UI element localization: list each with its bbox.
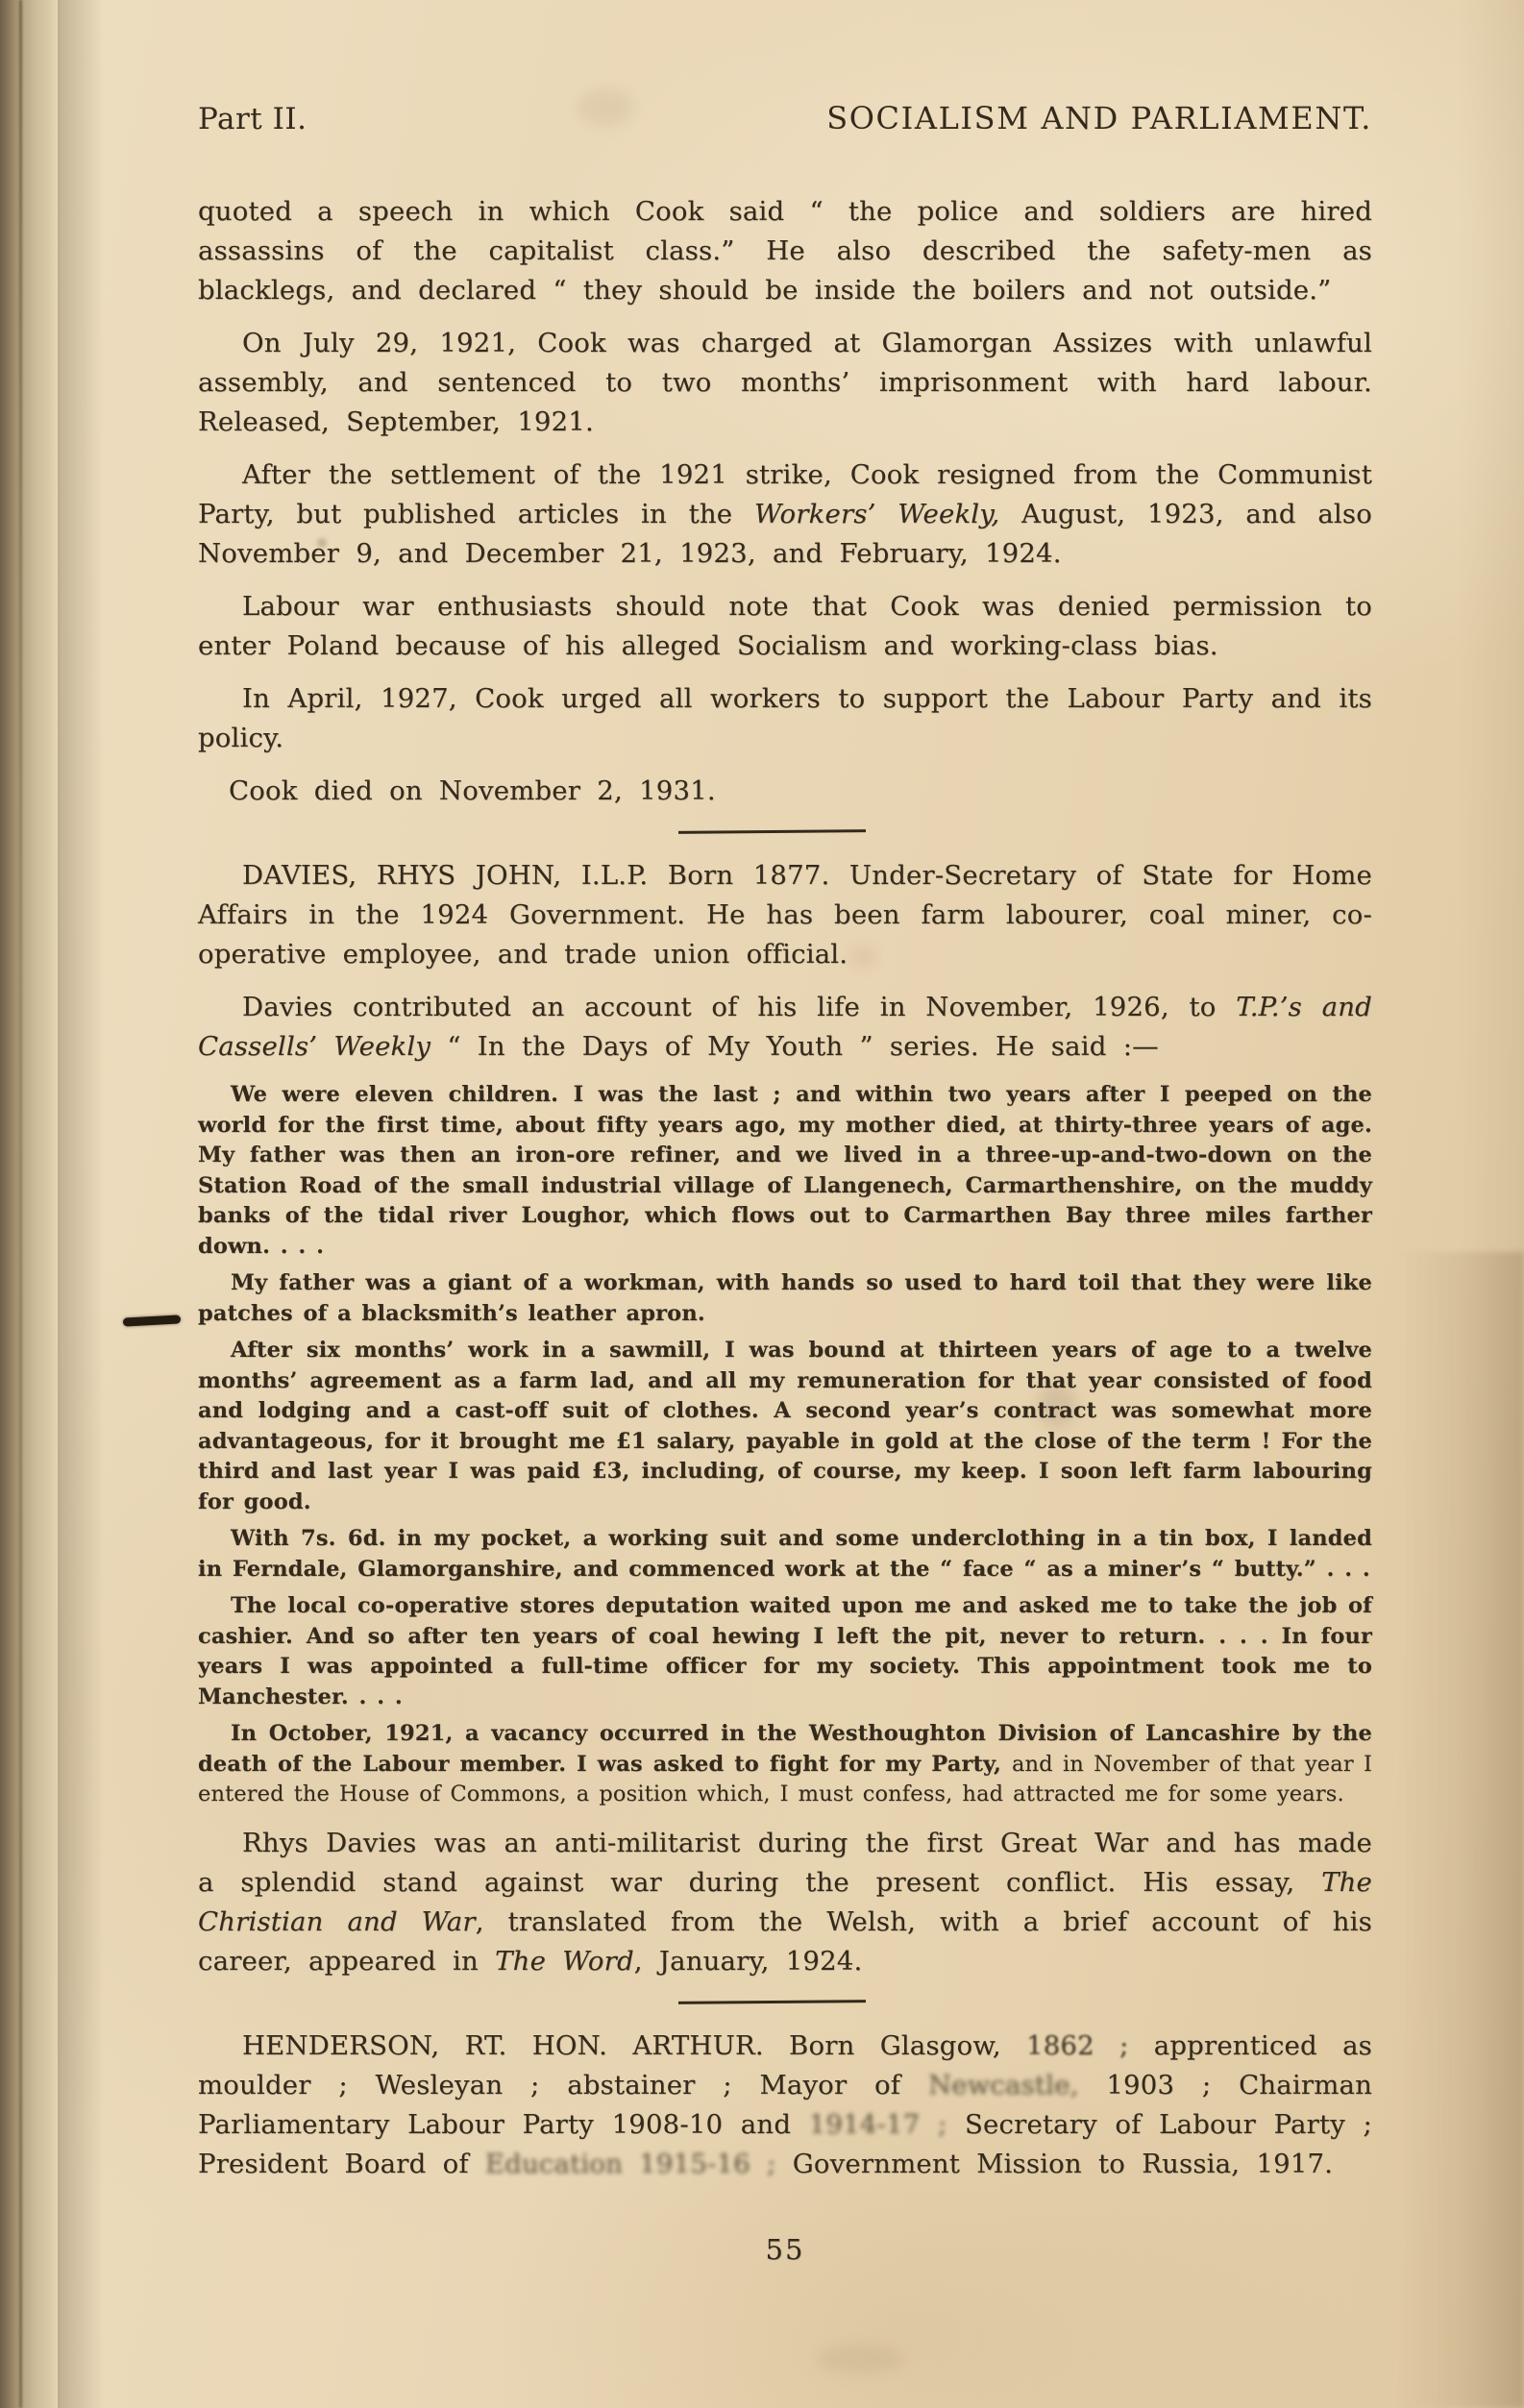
tp-cassells-weekly-title: T.P.’s and Cassells’ Weekly xyxy=(198,992,1372,1062)
paragraph-text: , translated from the Welsh, with a brief account of his career, appeared in xyxy=(198,1905,1372,1977)
paper-stain xyxy=(817,2345,903,2373)
paragraph-text: HENDERSON, RT. HON. ARTHUR. Born Glasgow, xyxy=(242,2029,1027,2061)
part-label: Part II. xyxy=(198,102,307,136)
page-number: 55 xyxy=(765,2233,805,2266)
paragraph-text: , January, 1924. xyxy=(633,1945,863,1977)
excerpt-paragraph-6 xyxy=(198,1719,1372,1810)
memoir-excerpt-block xyxy=(198,1080,1372,1810)
margin-ink-mark xyxy=(123,1315,181,1326)
paragraph-text: After the settlement of the 1921 strike, Cook resigned from the Communist Party, but published articles in the xyxy=(198,459,1372,529)
binding-crease-line xyxy=(19,0,22,2408)
davies-entry-heading: DAVIES, RHYS JOHN, I.L.P. Born 1877. Under-Secretary of State for Home Affairs in the 1924 Government. He has been farm labourer, coal miner, co-operative employee, and trade union official. xyxy=(198,860,1372,970)
running-title: SOCIALISM AND PARLIAMENT. xyxy=(826,100,1372,136)
paragraph-text: Rhys Davies was an anti-militarist during the first Great War and has made a splendid stand against war during the present conflict. His essay, xyxy=(198,1827,1372,1898)
paragraph-text: Secretary of Labour Party ; President Board of xyxy=(198,2108,1373,2179)
paragraph-text: “ In the Days of My Youth ” series. He said :— xyxy=(430,1031,1159,1062)
section-divider xyxy=(677,2000,865,2004)
faded-text: 1914-17 ; xyxy=(808,2108,947,2140)
excerpt-paragraph-2 xyxy=(198,1268,1372,1329)
paragraph-text: apprenticed as moulder ; Wesleyan ; abstainer ; Mayor of xyxy=(198,2029,1372,2101)
faded-text: Education 1915-16 ; xyxy=(484,2148,776,2179)
cook-death-line: Cook died on November 2, 1931. xyxy=(229,775,716,806)
cook-poland-paragraph: Labour war enthusiasts should note that Cook was denied permission to enter Poland because of his alleged Socialism and working-class bias. xyxy=(198,591,1372,661)
faded-text: Newcastle, xyxy=(927,2069,1079,2101)
paragraph-text: My father was a giant of a workman, with hands so used to hard toil that they were like patches of a blacksmith’s leather apron. xyxy=(198,1270,1372,1326)
paragraph-text: August, 1923, and also November 9, and December 21, 1923, and February, 1924. xyxy=(198,499,1372,569)
the-word-title: The Word xyxy=(495,1945,634,1977)
paragraph-text: 1903 ; Chairman Parliamentary Labour Party 1908-10 and xyxy=(198,2069,1372,2140)
davies-intro-paragraph xyxy=(198,988,1372,1067)
excerpt-paragraph-4: With 7s. 6d. in my pocket, a working suit and some underclothing in a tin box, I landed in Ferndale, Glamorganshire, and commenced work at the “ face “ as a miner’s “ butty.” . . . xyxy=(198,1526,1372,1582)
section-divider xyxy=(677,829,865,834)
excerpt-paragraph-1: We were eleven children. I was the last ; and within two years after I peeped on the world for the first time, about fifty years ago, my mother died, at thirty-three years of age. My father was then an iron-ore refiner, and we lived in a three-up-and-two-down on the Station Road of the small industrial village of Llangenech, Carmarthenshire, on the muddy banks of the tidal river Loughor, which flows out to Carmarthen Bay three miles farther down. . . . xyxy=(198,1082,1372,1259)
christian-and-war-title: The Christian and War xyxy=(198,1866,1372,1937)
cook-april-1927-paragraph: In April, 1927, Cook urged all workers to support the Labour Party and its policy. xyxy=(198,683,1372,753)
page-content xyxy=(198,100,1372,2198)
cook-continuation-paragraph: quoted a speech in which Cook said “ the police and soldiers are hired assassins of the capitalist class.” He also described the safety-men as blacklegs, and declared “ they should be inside the boilers and not outside.” xyxy=(198,196,1372,306)
binding-crease-shadow xyxy=(58,0,104,2408)
davies-closing-paragraph xyxy=(198,1824,1372,1981)
paragraph-text: In October, 1921, a vacancy occurred in the Westhoughton Division of Lancashire by the death of the Labour member. I was asked to fight for my Party, xyxy=(198,1721,1372,1777)
paragraph-text-light: and in November of that year I entered the House of Commons, a position which, I must confess, had attracted me for some years. xyxy=(198,1751,1372,1806)
henderson-entry-paragraph xyxy=(198,2027,1372,2184)
paragraph-text: Davies contributed an account of his life in November, 1926, to xyxy=(242,992,1237,1022)
gutter-shade-lower xyxy=(1399,1252,1524,2408)
paragraph-text: Government Mission to Russia, 1917. xyxy=(775,2148,1334,2179)
cook-resigned-paragraph xyxy=(198,455,1372,574)
faded-text: 1862 ; xyxy=(1026,2029,1129,2061)
workers-weekly-title: Workers’ Weekly, xyxy=(753,499,1000,529)
running-header xyxy=(198,100,1372,136)
excerpt-paragraph-3: After six months’ work in a sawmill, I was bound at thirteen years of age to a twelve months’ agreement as a farm lad, and all my remuneration for that year consisted of food and lodging and a cast-off suit of clothes. A second year’s contract was somewhat more advantageous, for it brought me £1 salary, payable in gold at the close of the term ! For the third and last year I was paid £3, including, of course, my keep. I soon left farm labouring for good. xyxy=(198,1338,1372,1514)
excerpt-paragraph-5: The local co-operative stores deputation waited upon me and asked me to take the job of cashier. And so after ten years of coal hewing I left the pit, never to return. . . . In four years I was appointed a full-time officer for my society. This appointment took me to Manchester. . . . xyxy=(198,1593,1372,1709)
book-binding-edge xyxy=(0,0,61,2408)
cook-assizes-paragraph: On July 29, 1921, Cook was charged at Glamorgan Assizes with unlawful assembly, and sentenced to two months’ imprisonment with hard labour. Released, September, 1921. xyxy=(198,328,1372,437)
